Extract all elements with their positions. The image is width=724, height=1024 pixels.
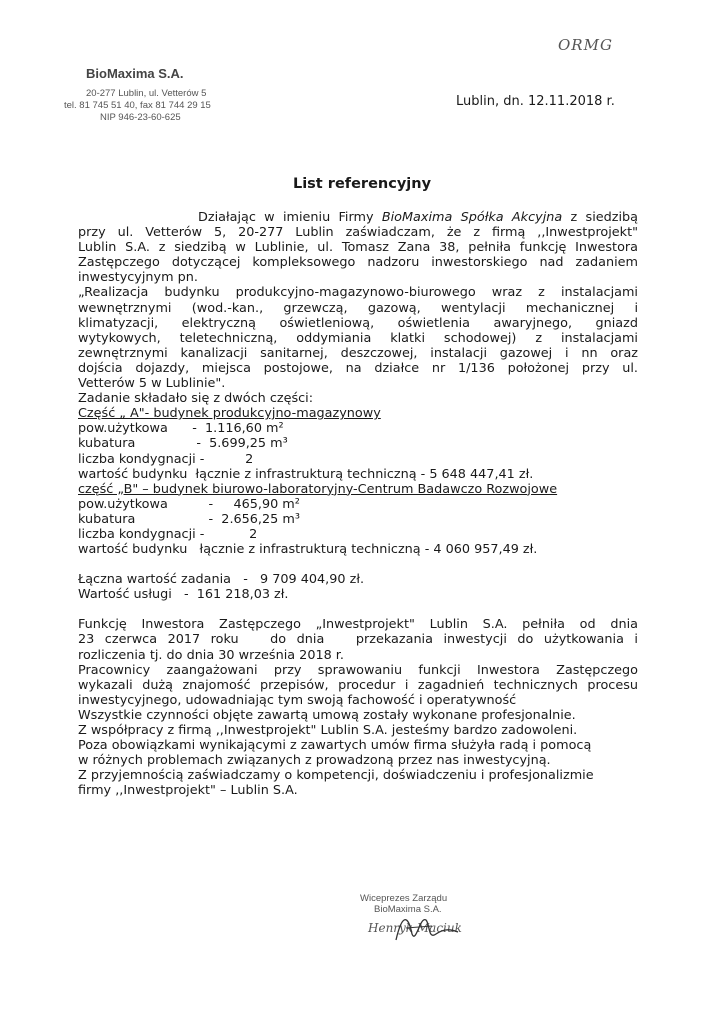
signature-name: Henryk Maciuk bbox=[368, 921, 462, 935]
part-a-value: wartość budynku łącznie z infrastrukturą techniczną - 5 648 447,41 zł. bbox=[78, 466, 534, 482]
service-value: Wartość usługi - 161 218,03 zł. bbox=[78, 587, 289, 603]
project-line: klimatyzacji, elektryczną oświetleniową, oświetlenia awaryjnego, gniazd bbox=[78, 315, 638, 331]
part-a-area: pow.użytkowa - 1.116,60 m² bbox=[78, 421, 284, 437]
project-line: zewnętrznymi kanalizacji sanitarnej, deszczowej, instalacji gazowej i nn oraz bbox=[78, 345, 638, 361]
intro-line bbox=[78, 210, 638, 225]
intro-text: Działając w imieniu Firmy bbox=[198, 210, 382, 225]
project-line: „Realizacja budynku produkcyjno-magazynowo-biurowego wraz z instalacjami bbox=[78, 285, 638, 301]
letterhead-company: BioMaxima S.A. bbox=[86, 66, 184, 81]
letter-title: List referencyjny bbox=[292, 176, 432, 192]
part-b-volume: kubatura - 2.656,25 m³ bbox=[78, 511, 300, 527]
project-line: wytykowych, teletechniczną, oddymiania klatki schodowej) z instalacjami bbox=[78, 330, 638, 346]
project-line: wewnętrznymi (wod.-kan., grzewczą, gazową, wentylacji mechanicznej i bbox=[78, 300, 638, 316]
total-task-value: Łączna wartość zadania - 9 709 404,90 zł. bbox=[78, 572, 365, 588]
closing-line: Funkcję Inwestora Zastępczego „Inwestprojekt" Lublin S.A. pełniła od dnia bbox=[78, 617, 638, 633]
letter-body bbox=[78, 210, 638, 798]
part-a-volume: kubatura - 5.699,25 m³ bbox=[78, 436, 288, 452]
parts-intro: Zadanie składało się z dwóch części: bbox=[78, 391, 314, 407]
handwritten-note: ORMG bbox=[558, 36, 613, 54]
signature-company: BioMaxima S.A. bbox=[374, 904, 442, 915]
part-b-area: pow.użytkowa - 465,90 m² bbox=[78, 496, 300, 512]
intro-text: z siedzibą bbox=[562, 210, 638, 225]
closing-line: Pracownicy zaangażowani przy sprawowaniu funkcji Inwestora Zastępczego bbox=[78, 662, 638, 678]
part-b-value: wartość budynku łącznie z infrastrukturą techniczną - 4 060 957,49 zł. bbox=[78, 542, 538, 558]
part-b-floors: liczba kondygnacji - 2 bbox=[78, 526, 258, 542]
client-name: BioMaxima Spółka Akcyjna bbox=[381, 210, 563, 225]
intro-line: Zastępczego dotyczącej kompleksowego nadzoru inwestorskiego nad zadaniem bbox=[78, 255, 638, 271]
closing-line: 23 czerwca 2017 roku do dnia przekazania inwestycji do użytkowania i bbox=[78, 632, 638, 648]
signature-role: Wiceprezes Zarządu bbox=[360, 893, 448, 904]
closing-line: inwestycyjnego, udowadniając tym swoją fachowość i operatywność bbox=[78, 692, 517, 708]
closing-line: Poza obowiązkami wynikającymi z zawartych umów firma służyła radą i pomocą bbox=[78, 738, 592, 754]
closing-line: firmy ,,Inwestprojekt" – Lublin S.A. bbox=[78, 783, 298, 799]
letterhead-nip: NIP 946-23-60-625 bbox=[100, 112, 181, 123]
closing-line: Wszystkie czynności objęte zawartą umową zostały wykonane profesjonalnie. bbox=[78, 707, 576, 723]
closing-line: Z przyjemnością zaświadczamy o kompetencji, doświadczeniu i profesjonalizmie bbox=[78, 768, 594, 784]
closing-line: Z współpracy z firmą ,,Inwestprojekt" Lublin S.A. jesteśmy bardzo zadowoleni. bbox=[78, 723, 578, 738]
project-line: Vetterów 5 w Lublinie". bbox=[78, 376, 226, 392]
letter-date: Lublin, dn. 12.11.2018 r. bbox=[456, 94, 615, 109]
intro-line: Lublin S.A. z siedzibą w Lublinie, ul. Tomasz Zana 38, pełniła funkcję Inwestora bbox=[78, 240, 638, 256]
closing-line: w różnych problemach związanych z prowadzoną przez nas inwestycyjną. bbox=[78, 753, 551, 769]
part-b-heading: część „B" – budynek biurowo-laboratoryjny-Centrum Badawczo Rozwojowe bbox=[78, 481, 558, 497]
part-a-heading: Część „ A"- budynek produkcyjno-magazynowy bbox=[78, 406, 381, 422]
intro-line: inwestycyjnym pn. bbox=[78, 270, 198, 286]
closing-line: rozliczenia tj. do dnia 30 września 2018 r. bbox=[78, 647, 344, 663]
letterhead-address: 20-277 Lublin, ul. Vetterów 5 bbox=[86, 88, 207, 99]
intro-line: przy ul. Vetterów 5, 20-277 Lublin zaświadczam, że z firmą ,,Inwestprojekt" bbox=[78, 225, 638, 241]
part-a-floors: liczba kondygnacji - 2 bbox=[78, 451, 254, 467]
letterhead-phone-fax: tel. 81 745 51 40, fax 81 744 29 15 bbox=[64, 100, 211, 111]
closing-line: wykazali dużą znajomość przepisów, procedur i zagadnień technicznych procesu bbox=[78, 677, 638, 693]
project-line: dojścia dojazdy, miejsca postojowe, na działce nr 1/136 położonej przy ul. bbox=[78, 360, 638, 376]
handwritten-signature bbox=[392, 910, 462, 946]
